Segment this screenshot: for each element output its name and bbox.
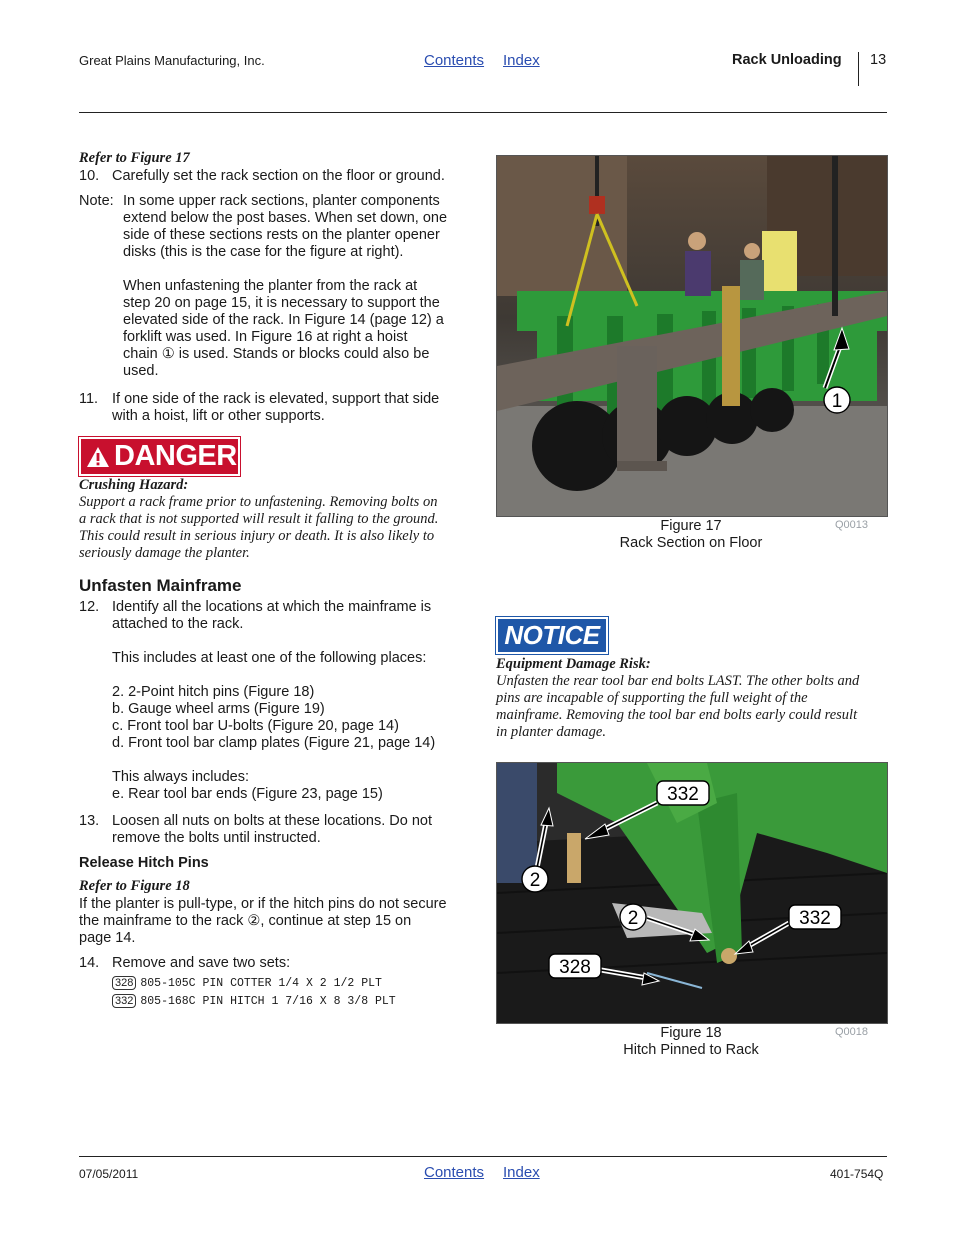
- figure-17-image-id: Q0013: [835, 519, 869, 531]
- note-line: side of these sections rests on the planter opener: [123, 227, 440, 243]
- hazard-line: seriously damage the planter.: [79, 545, 250, 561]
- header-contents-link[interactable]: Contents: [424, 52, 485, 69]
- note-label: Note:: [79, 193, 114, 209]
- rack-section-photo: [497, 156, 887, 516]
- step-number: 14.: [79, 955, 100, 971]
- step-10: [79, 168, 479, 185]
- subsection-heading: Release Hitch Pins: [79, 855, 209, 871]
- notice-line: in planter damage.: [496, 724, 606, 740]
- notice-line: pins are incapable of supporting the full weight of the: [496, 690, 808, 706]
- step-11: [79, 391, 479, 425]
- footer-index-link[interactable]: Index: [503, 1164, 540, 1181]
- step-text: Remove and save two sets:: [112, 955, 291, 971]
- step-text: If one side of the rack is elevated, support that side: [112, 391, 440, 407]
- hazard-title: Crushing Hazard:: [79, 477, 189, 493]
- note-line: disks (this is the case for the figure at right).: [123, 244, 404, 260]
- parts-list: [112, 974, 472, 1010]
- figure-17-photo: [496, 155, 888, 517]
- danger-label: [79, 437, 240, 476]
- hitch-paragraph: [79, 896, 479, 947]
- step-number: 10.: [79, 168, 100, 184]
- note-line: step 20 on page 15, it is necessary to support the: [123, 295, 440, 311]
- part-ref-badge: 328: [112, 976, 136, 990]
- header-section-title: Rack Unloading: [732, 52, 842, 68]
- step-text: Identify all the locations at which the mainframe is: [112, 599, 432, 615]
- note: [79, 193, 479, 380]
- part-row: [112, 974, 472, 992]
- figure-18-image-id: Q0018: [835, 1026, 869, 1038]
- footer-contents-link[interactable]: Contents: [424, 1164, 485, 1181]
- footer-doc-number: 401-754Q: [830, 1167, 884, 1181]
- notice-label: NOTICE: [496, 617, 608, 654]
- step-number: 13.: [79, 813, 100, 829]
- footer-rule: [79, 1156, 887, 1157]
- figure-number: Figure 17: [660, 518, 722, 534]
- notice-line: mainframe. Removing the tool bar end bolts early could result: [496, 707, 858, 723]
- notice-text: [496, 673, 891, 741]
- hazard-line: This could result in serious injury or death. It is also likely to: [79, 528, 435, 544]
- header-company: Great Plains Manufacturing, Inc.: [79, 53, 265, 68]
- step-text: This always includes:: [112, 769, 249, 785]
- danger-text: DANGER: [114, 440, 237, 472]
- step-text: remove the bolts until instructed.: [112, 830, 321, 846]
- step-text: Carefully set the rack section on the floor or ground.: [112, 168, 445, 184]
- note-line: When unfastening the planter from the rack at: [123, 278, 418, 294]
- step-14: [79, 955, 479, 972]
- hazard-line: Support a rack frame prior to unfastening. Removing bolts on: [79, 494, 438, 510]
- part-row: [112, 992, 472, 1010]
- note-line: chain ① is used. Stands or blocks could also be: [123, 346, 430, 362]
- part-description: 805-168C PIN HITCH 1 7/16 X 8 3/8 PLT: [140, 995, 396, 1008]
- hazard-text: [79, 494, 479, 562]
- header-separator: [858, 52, 859, 86]
- warning-triangle-icon: [86, 446, 110, 468]
- figure-reference: Refer to Figure 17: [79, 150, 190, 166]
- list-item: d. Front tool bar clamp plates (Figure 21, page 14): [112, 735, 436, 751]
- figure-17-callout: 1: [831, 391, 843, 412]
- figure-18-photo: [496, 762, 888, 1024]
- figure-18-callout: 328: [559, 957, 591, 978]
- header-index-link[interactable]: Index: [503, 52, 540, 69]
- paragraph-line: If the planter is pull-type, or if the hitch pins do not secure: [79, 896, 447, 912]
- note-line: elevated side of the rack. In Figure 14 (page 12) a: [123, 312, 444, 328]
- notice-title: Equipment Damage Risk:: [496, 656, 651, 672]
- page-number: 13: [870, 52, 887, 68]
- header-rule: [79, 112, 887, 113]
- step-number: 11.: [79, 391, 99, 407]
- figure-18-callout: 2: [529, 870, 541, 891]
- notice-line: Unfasten the rear tool bar end bolts LAST. The other bolts and: [496, 673, 860, 689]
- figure-18-callout: 2: [627, 908, 639, 929]
- list-item: 2. 2-Point hitch pins (Figure 18): [112, 684, 315, 700]
- figure-18-caption: [496, 1025, 886, 1059]
- section-heading: Unfasten Mainframe: [79, 576, 242, 595]
- part-ref-badge: 332: [112, 994, 136, 1008]
- part-description: 805-105C PIN COTTER 1/4 X 2 1/2 PLT: [140, 977, 382, 990]
- step-13: [79, 813, 479, 847]
- note-line: In some upper rack sections, planter components: [123, 193, 440, 209]
- hazard-line: a rack that is not supported will result it falling to the ground.: [79, 511, 439, 527]
- step-text: with a hoist, lift or other supports.: [112, 408, 325, 424]
- note-line: used.: [123, 363, 159, 379]
- figure-17-caption: [496, 518, 886, 552]
- list-item: c. Front tool bar U-bolts (Figure 20, page 14): [112, 718, 399, 734]
- step-text: This includes at least one of the following places:: [112, 650, 427, 666]
- list-item: e. Rear tool bar ends (Figure 23, page 15): [112, 786, 383, 802]
- paragraph-line: the mainframe to the rack ②, continue at step 15 on: [79, 913, 412, 929]
- note-line: extend below the post bases. When set down, one: [123, 210, 448, 226]
- step-12: [79, 599, 479, 803]
- step-text: Loosen all nuts on bolts at these locations. Do not: [112, 813, 433, 829]
- list-item: b. Gauge wheel arms (Figure 19): [112, 701, 325, 717]
- footer-date: 07/05/2011: [79, 1167, 139, 1181]
- step-number: 12.: [79, 599, 100, 615]
- figure-18-callout: 332: [799, 908, 831, 929]
- figure-18-callout: 332: [667, 784, 699, 805]
- note-line: forklift was used. In Figure 16 at right a hoist: [123, 329, 408, 345]
- hitch-pin-photo: [497, 763, 887, 1023]
- paragraph-line: page 14.: [79, 930, 136, 946]
- figure-title: Hitch Pinned to Rack: [623, 1042, 759, 1058]
- figure-reference: Refer to Figure 18: [79, 878, 190, 894]
- figure-number: Figure 18: [660, 1025, 722, 1041]
- figure-title: Rack Section on Floor: [619, 535, 763, 551]
- step-text: attached to the rack.: [112, 616, 244, 632]
